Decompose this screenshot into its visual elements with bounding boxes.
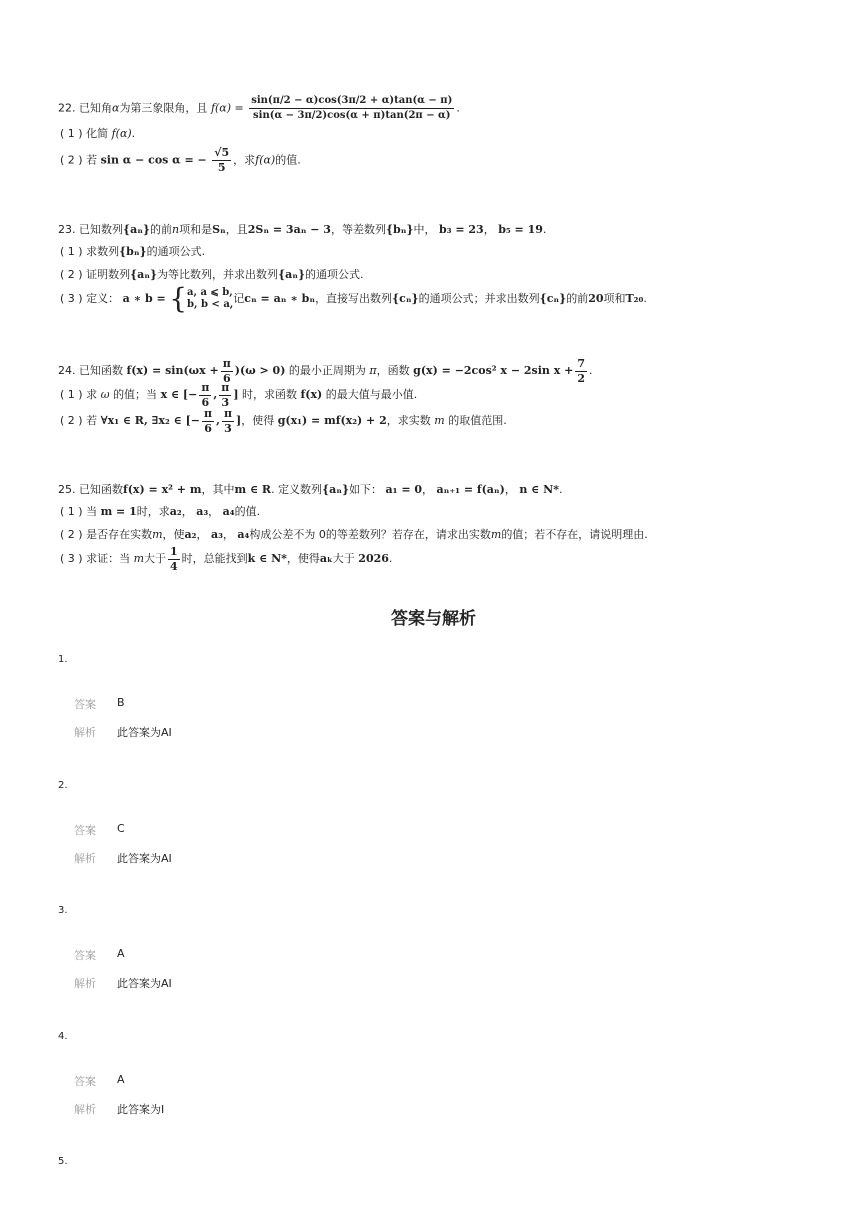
explanation-value: 此答案为AI [117, 977, 172, 990]
q24-part1-6: 6 [201, 395, 210, 409]
q23-part2-number: ( 2 ) [60, 268, 83, 281]
explanation-value: 此答案为I [117, 1103, 165, 1116]
q24-6: 6 [222, 371, 231, 385]
answer-number: 4. [58, 1031, 68, 1042]
q25-part1-m: m = 1 [100, 505, 137, 518]
q25-text-h: . [558, 483, 563, 496]
q24-text-d: . [588, 364, 593, 377]
answer-number: 1. [58, 654, 68, 665]
q23-part3-text-b: 记 [233, 292, 245, 305]
q25-part1-a3: a₃ [196, 505, 209, 518]
q23-bn: {bₙ} [385, 223, 414, 236]
q22-part1 [60, 126, 135, 142]
answer-label: 答案 [74, 698, 96, 711]
q22-fx-label: f(α) = [210, 101, 244, 115]
explanation-label: 解析 [74, 1103, 96, 1116]
q25-part2-text-c: ， [196, 528, 208, 541]
q25-part1-text-a: 当 [86, 505, 98, 518]
q23-part2-text-b: 为等比数列，并求出数列 [157, 268, 279, 281]
explanation-label: 解析 [74, 977, 96, 990]
q24-part1-number: ( 1 ) [60, 388, 83, 401]
q24-text-a: 24. 已知函数 [58, 364, 123, 377]
q23-part3-text-g: . [643, 292, 647, 305]
q22-fraction-numerator: sin(π/2 − α)cos(3π/2 + α)tan(α − π) [249, 94, 454, 109]
q25-part3-m: m [133, 552, 145, 565]
q24-part2-comma: , [216, 414, 220, 427]
q25-part1-text-b: 时，求 [136, 505, 170, 518]
q24-part2-6: 6 [204, 421, 212, 435]
q23-part3-text-a: 定义： [86, 292, 120, 305]
q22-part2-fraction-numerator: √5 [214, 146, 230, 159]
q25-part3-number: ( 3 ) [60, 552, 83, 565]
q22-part1-number: ( 1 ) [60, 127, 83, 140]
q24-fraction-7-2 [575, 357, 587, 386]
q25-text-d: 如下： [349, 483, 383, 496]
q22-part1-text: 化简 [86, 127, 109, 140]
q23-part2-text-a: 证明数列 [86, 268, 131, 281]
q23-part3-t20: T₂₀ [625, 292, 644, 305]
q22-stem-end: . [456, 101, 460, 115]
q25-n: n ∈ N* [519, 483, 559, 496]
q25-part1-text-c: ， [181, 505, 193, 518]
answer-value: A [117, 1073, 125, 1086]
q24-gx: g(x) = −2cos² x − 2sin x + [413, 364, 574, 377]
q22-fraction [249, 94, 454, 123]
q24-part2-text-b: ，使得 [241, 414, 275, 427]
q23-part3-number: ( 3 ) [60, 292, 83, 305]
q22-stem-text: 22. 已知角 [58, 101, 112, 115]
q24-part1-text-d: 的最大值与最小值. [325, 388, 418, 401]
q25-part2-text-b: ，使 [162, 528, 185, 541]
q24-part1-comma: , [213, 388, 218, 401]
q25-an: {aₙ} [322, 483, 350, 496]
q24-part2-text-a: 若 [86, 414, 98, 427]
q23-part2-an-2: {aₙ} [278, 268, 306, 281]
q23-part3-text-c: ，直接写出数列 [315, 292, 393, 305]
q23-text-b: 的前 [149, 223, 172, 236]
q22-part2-fraction-denominator: 5 [217, 161, 226, 174]
q25-part2-number: ( 2 ) [60, 528, 83, 541]
q24-part2-3: 3 [224, 421, 232, 435]
q25-a1: a₁ = 0 [385, 483, 423, 496]
q23-text-c: 项和是 [179, 223, 213, 236]
q22-alpha: α [112, 101, 120, 115]
q25-recurrence: aₙ₊₁ = f(aₙ) [436, 483, 505, 496]
q25-part1-a4: a₄ [222, 505, 235, 518]
q24-part2-pi-1: π [204, 406, 213, 420]
answer-label: 答案 [74, 1075, 96, 1088]
q25-part2-text-d: ， [222, 528, 234, 541]
q23-eq: 2Sₙ = 3aₙ − 3 [247, 223, 331, 236]
q23-part3-text-e: 的前 [566, 292, 589, 305]
q23-part1-text-b: 的通项公式. [146, 245, 206, 258]
q25-part2-m-2: m [490, 528, 502, 541]
q23-part3-20: 20 [588, 292, 604, 305]
q23-part3-case-1: a, a ⩽ b, [187, 287, 233, 298]
q23-part1-number: ( 1 ) [60, 245, 83, 258]
q25-part3-denominator: 4 [170, 559, 178, 573]
q22-part2-number: ( 2 ) [60, 153, 83, 167]
q23-stem [58, 222, 546, 238]
q25-part3-text-a: 求证：当 [86, 552, 131, 565]
q24-part2-text-c: ，求实数 [386, 414, 431, 427]
q23-sn: Sₙ [212, 223, 226, 236]
answer-label: 答案 [74, 824, 96, 837]
q22-fraction-denominator: sin(α − 3π/2)cos(α + π)tan(2π − α) [253, 110, 451, 121]
q23-part1-text-a: 求数列 [86, 245, 120, 258]
q25-part1-a2: a₂ [169, 505, 182, 518]
q24-part2-fraction-1 [202, 407, 214, 436]
q23-part3-cn-2: {cₙ} [392, 292, 419, 305]
q25-part2-a2: a₂ [184, 528, 197, 541]
q23-text-a: 23. 已知数列 [58, 223, 123, 236]
q25-part2-a4: a₄ [237, 528, 250, 541]
q24-part2-fraction-2 [222, 407, 234, 436]
answer-number: 3. [58, 905, 68, 916]
q23-part2-an: {aₙ} [130, 268, 158, 281]
q25-text-a: 25. 已知函数 [58, 483, 123, 496]
q25-text-b: ，其中 [201, 483, 235, 496]
q23-part3-operator: a ∗ b = [122, 292, 166, 305]
q23-part3-brace: { [169, 282, 188, 315]
q24-part2-pi-2: π [223, 406, 232, 420]
answer-value: C [117, 822, 125, 835]
q25-part3-text-c: 时，总能找到 [181, 552, 248, 565]
q23-text-h: . [542, 223, 547, 236]
answer-value: B [117, 696, 125, 709]
q22-part2-text: 若 [86, 153, 98, 167]
q23-part3-cn-3: {cₙ} [539, 292, 567, 305]
q24-part2-text-d: 的取值范围. [448, 414, 507, 427]
q23-n: n [171, 223, 180, 236]
q25-part2-a3: a₃ [210, 528, 223, 541]
q25-part3-ak: aₖ [319, 552, 333, 565]
q23-an: {aₙ} [123, 223, 150, 236]
q25-stem [58, 482, 562, 498]
q25-part2-text-e: 构成公差不为 0的等差数列？若存在，请求出实数 [249, 528, 491, 541]
q23-b3: b₃ = 23 [439, 223, 484, 236]
q24-part2 [60, 406, 507, 436]
q25-part3-fraction [168, 545, 180, 574]
q23-part3-cases [187, 287, 233, 311]
q23-part2 [60, 267, 364, 283]
q23-part1 [60, 244, 205, 260]
q25-part1-number: ( 1 ) [60, 505, 83, 518]
q25-part3-text-f: . [388, 552, 393, 565]
answer-value: A [117, 947, 125, 960]
q23-text-g: ， [483, 223, 495, 236]
q25-part3 [60, 544, 392, 574]
q25-part3-text-e: 大于 [332, 552, 355, 565]
answer-label: 答案 [74, 949, 96, 962]
q24-omega-cond: )(ω > 0) [234, 364, 286, 377]
q22-part2-end: 的值. [275, 153, 301, 167]
q24-part1-text-c: 时，求函数 [242, 388, 298, 401]
answers-section-title: 答案与解析 [391, 609, 476, 629]
q24-part1-close: ] [233, 388, 239, 401]
q24-part1-fx: f(x) [300, 388, 323, 401]
q22-part2-text-2: ，求 [233, 153, 256, 167]
q24-text-b: 的最小正周期为 [288, 364, 366, 377]
q23-part3-cn: cₙ = aₙ ∗ bₙ [244, 292, 316, 305]
q24-part1-text-a: 求 [86, 388, 98, 401]
q25-part2-m: m [152, 528, 163, 541]
q24-part1-pi-2: π [221, 380, 230, 394]
answer-number: 5. [58, 1156, 68, 1167]
q23-part2-text-c: 的通项公式. [305, 268, 364, 281]
q22-stem [58, 94, 460, 123]
q22-part2-math: sin α − cos α = − [100, 153, 207, 167]
q24-part1-x-in: x ∈ [− [160, 388, 198, 401]
q24-part1-3: 3 [221, 395, 230, 409]
q24-period: π [369, 364, 377, 377]
q25-part1-text-d: ， [208, 505, 220, 518]
q25-text-e: ， [422, 483, 434, 496]
q25-part3-k: k ∈ N* [247, 552, 287, 565]
q22-part2-math-2: f(α) [255, 153, 276, 167]
q25-part2-text-a: 是否存在实数 [86, 528, 153, 541]
q24-2: 2 [577, 371, 585, 385]
q25-part2 [60, 527, 648, 543]
q25-part3-text-b: 大于 [144, 552, 167, 565]
q23-part3-case-2: b, b < a, [187, 299, 234, 310]
q22-part2 [60, 146, 301, 175]
explanation-value: 此答案为AI [117, 852, 172, 865]
q24-part2-number: ( 2 ) [60, 414, 83, 427]
q22-part1-math: f(α) [111, 127, 132, 140]
q24-part2-close: ] [236, 414, 242, 427]
q23-part3-text-f: 项和 [603, 292, 626, 305]
q24-fx: f(x) = sin(ωx + [126, 364, 219, 377]
q23-part1-bn: {bₙ} [119, 245, 147, 258]
explanation-label: 解析 [74, 852, 96, 865]
q23-text-e: ，等差数列 [330, 223, 386, 236]
q25-part2-text-f: 的值；若不存在，请说明理由. [501, 528, 648, 541]
q23-text-d: ，且 [225, 223, 248, 236]
q24-7: 7 [577, 356, 585, 370]
q24-part2-m: m [434, 414, 445, 427]
explanation-value: 此答案为AI [117, 726, 172, 739]
q25-text-g: ， [504, 483, 516, 496]
q22-part2-fraction [212, 146, 231, 175]
answer-number: 2. [58, 780, 68, 791]
q22-part1-end: . [131, 127, 136, 140]
q23-text-f: 中， [413, 223, 436, 236]
q24-part2-eq: g(x₁) = mf(x₂) + 2 [277, 414, 387, 427]
q25-fx: f(x) = x² + m [123, 483, 202, 496]
q24-part1-pi-1: π [201, 380, 210, 394]
q23-part3-text-d: 的通项公式；并求出数列 [418, 292, 540, 305]
q25-part3-numerator: 1 [170, 544, 178, 558]
q24-part2-quantifier: ∀x₁ ∈ R, ∃x₂ ∈ [− [100, 414, 201, 427]
q25-part1-text-e: 的值. [234, 505, 261, 518]
q25-part1 [60, 504, 260, 520]
q23-part3 [60, 284, 647, 314]
q25-part3-2026: 2026 [358, 552, 389, 565]
q22-stem-text-2: 为第三象限角，且 [119, 101, 208, 115]
explanation-label: 解析 [74, 726, 96, 739]
q23-b5: b₅ = 19 [498, 223, 543, 236]
q25-m-in-r: m ∈ R [234, 483, 272, 496]
q24-text-c: ，函数 [376, 364, 410, 377]
q24-part1-omega: ω [100, 388, 110, 401]
q25-part3-text-d: ，使得 [286, 552, 320, 565]
q25-text-c: . 定义数列 [271, 483, 323, 496]
q24-pi: π [222, 356, 231, 370]
q24-part1-text-b: 的值；当 [113, 388, 158, 401]
